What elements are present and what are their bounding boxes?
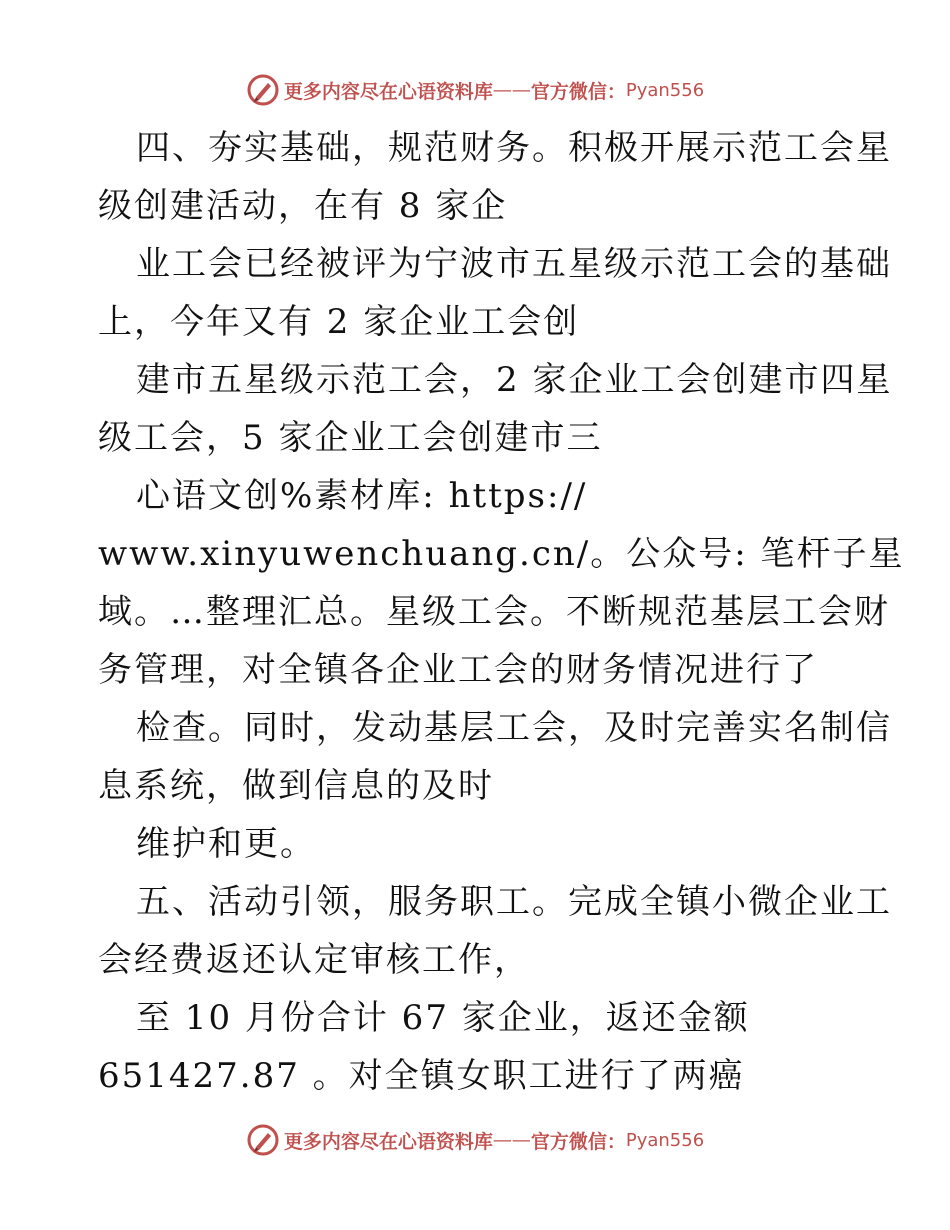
footer-banner xyxy=(0,1120,950,1160)
text-line: 四、夯实基础，规范财务。积极开展示范工会星 xyxy=(136,128,892,168)
banner-official-label: 官方微信： xyxy=(530,80,626,103)
banner-account: Pyan556 xyxy=(625,1129,705,1151)
pen-logo-icon xyxy=(246,73,280,107)
text-line: 务管理，对全镇各企业工会的财务情况进行了 xyxy=(98,650,818,690)
text-line: 维护和更。 xyxy=(136,824,316,864)
text-line: 域。…整理汇总。星级工会。不断规范基层工会财 xyxy=(98,592,890,632)
banner-text: 更多内容尽在心语资料库 xyxy=(283,80,493,103)
text-line: 级创建活动，在有 8 家企 xyxy=(98,186,508,226)
banner-account: Pyan556 xyxy=(625,79,705,101)
text-line: 级工会，5 家企业工会创建市三 xyxy=(98,418,603,458)
text-line: 心语文创%素材库: https:// xyxy=(136,476,588,516)
text-line: 息系统，做到信息的及时 xyxy=(98,766,494,806)
pen-logo-icon xyxy=(246,1123,280,1157)
banner-separator: —— xyxy=(492,79,531,101)
text-line: 五、活动引领，服务职工。完成全镇小微企业工 xyxy=(136,882,892,922)
text-line: www.xinyuwenchuang.cn/。公众号: 笔杆子星 xyxy=(98,534,905,574)
text-line: 建市五星级示范工会，2 家企业工会创建市四星 xyxy=(136,360,893,400)
banner-text: 更多内容尽在心语资料库 xyxy=(283,1130,493,1153)
banner-official-label: 官方微信： xyxy=(530,1130,626,1153)
header-banner xyxy=(0,70,950,110)
text-line: 会经费返还认定审核工作， xyxy=(98,940,530,980)
text-line: 至 10 月份合计 67 家企业，返还金额 xyxy=(136,998,750,1038)
banner-separator: —— xyxy=(492,1129,531,1151)
text-line: 上，今年又有 2 家企业工会创 xyxy=(98,302,580,342)
text-line: 检查。同时，发动基层工会，及时完善实名制信 xyxy=(136,708,892,748)
text-line: 651427.87 。对全镇女职工进行了两癌 xyxy=(98,1056,745,1096)
text-line: 业工会已经被评为宁波市五星级示范工会的基础 xyxy=(136,244,892,284)
